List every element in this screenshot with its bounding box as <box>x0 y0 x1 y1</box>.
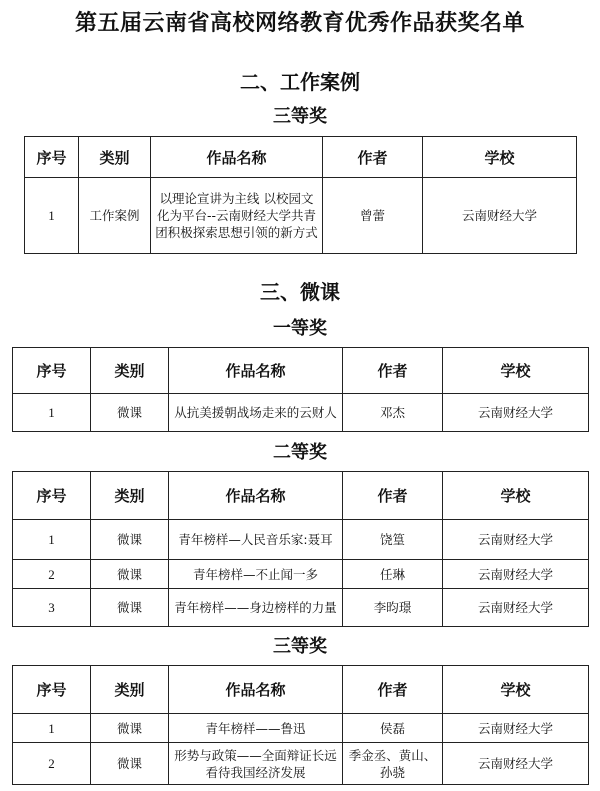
award-table <box>12 665 589 785</box>
cell-work-title: 青年榜样——身边榜样的力量 <box>169 589 343 627</box>
column-header-work-title: 作品名称 <box>169 666 343 714</box>
cell-school: 云南财经大学 <box>443 589 589 627</box>
cell-category: 微课 <box>91 743 169 785</box>
table-row <box>13 589 589 627</box>
cell-index: 3 <box>13 589 91 627</box>
table-row <box>13 520 589 560</box>
column-header-index: 序号 <box>13 666 91 714</box>
cell-index: 1 <box>13 394 91 432</box>
column-header-category: 类别 <box>79 137 151 178</box>
column-header-work-title: 作品名称 <box>169 348 343 394</box>
column-header-author: 作者 <box>343 666 443 714</box>
cell-category: 微课 <box>91 394 169 432</box>
cell-index: 2 <box>13 560 91 589</box>
cell-work-title: 以理论宣讲为主线 以校园文化为平台--云南财经大学共青团积极探索思想引领的新方式 <box>151 178 323 254</box>
award-table <box>12 347 589 432</box>
award-table <box>12 471 589 627</box>
cell-school: 云南财经大学 <box>443 743 589 785</box>
column-header-category: 类别 <box>91 348 169 394</box>
table-header-row <box>13 348 589 394</box>
column-header-index: 序号 <box>25 137 79 178</box>
table-header-row <box>13 472 589 520</box>
cell-author: 邓杰 <box>343 394 443 432</box>
column-header-author: 作者 <box>343 472 443 520</box>
award-table <box>24 136 577 254</box>
cell-index: 1 <box>13 714 91 743</box>
column-header-category: 类别 <box>91 472 169 520</box>
award-heading-second-prize: 二等奖 <box>273 442 327 463</box>
award-heading-third-prize: 三等奖 <box>273 636 327 657</box>
cell-index: 2 <box>13 743 91 785</box>
cell-author: 李昀璟 <box>343 589 443 627</box>
table-row <box>13 394 589 432</box>
column-header-work-title: 作品名称 <box>151 137 323 178</box>
cell-work-title: 青年榜样——鲁迅 <box>169 714 343 743</box>
column-header-author: 作者 <box>323 137 423 178</box>
cell-author: 侯磊 <box>343 714 443 743</box>
cell-index: 1 <box>25 178 79 254</box>
cell-work-title: 青年榜样—不止闻一多 <box>169 560 343 589</box>
column-header-author: 作者 <box>343 348 443 394</box>
table-header-row <box>25 137 577 178</box>
column-header-school: 学校 <box>423 137 577 178</box>
column-header-school: 学校 <box>443 666 589 714</box>
cell-category: 微课 <box>91 560 169 589</box>
column-header-school: 学校 <box>443 348 589 394</box>
cell-school: 云南财经大学 <box>423 178 577 254</box>
cell-category: 微课 <box>91 520 169 560</box>
section-heading-work-cases: 二、工作案例 <box>240 70 360 94</box>
column-header-category: 类别 <box>91 666 169 714</box>
cell-school: 云南财经大学 <box>443 394 589 432</box>
cell-index: 1 <box>13 520 91 560</box>
cell-work-title: 青年榜样—人民音乐家:聂耳 <box>169 520 343 560</box>
table-row <box>13 560 589 589</box>
table-header-row <box>13 666 589 714</box>
cell-work-title: 形势与政策——全面辩证长远看待我国经济发展 <box>169 743 343 785</box>
table-row <box>25 178 577 254</box>
cell-author: 任琳 <box>343 560 443 589</box>
cell-author: 曾蕾 <box>323 178 423 254</box>
cell-category: 工作案例 <box>79 178 151 254</box>
cell-author: 饶篁 <box>343 520 443 560</box>
column-header-index: 序号 <box>13 472 91 520</box>
section-heading-micro-lessons: 三、微课 <box>260 280 340 304</box>
table-row <box>13 743 589 785</box>
column-header-index: 序号 <box>13 348 91 394</box>
page-title: 第五届云南省高校网络教育优秀作品获奖名单 <box>74 10 525 36</box>
table-row <box>13 714 589 743</box>
cell-category: 微课 <box>91 589 169 627</box>
cell-school: 云南财经大学 <box>443 560 589 589</box>
cell-work-title: 从抗美援朝战场走来的云财人 <box>169 394 343 432</box>
cell-school: 云南财经大学 <box>443 714 589 743</box>
award-heading-first-prize: 一等奖 <box>273 318 327 339</box>
column-header-work-title: 作品名称 <box>169 472 343 520</box>
cell-category: 微课 <box>91 714 169 743</box>
cell-author: 季金丞、黄山、孙骁 <box>343 743 443 785</box>
column-header-school: 学校 <box>443 472 589 520</box>
cell-school: 云南财经大学 <box>443 520 589 560</box>
award-heading-third-prize: 三等奖 <box>273 106 327 127</box>
